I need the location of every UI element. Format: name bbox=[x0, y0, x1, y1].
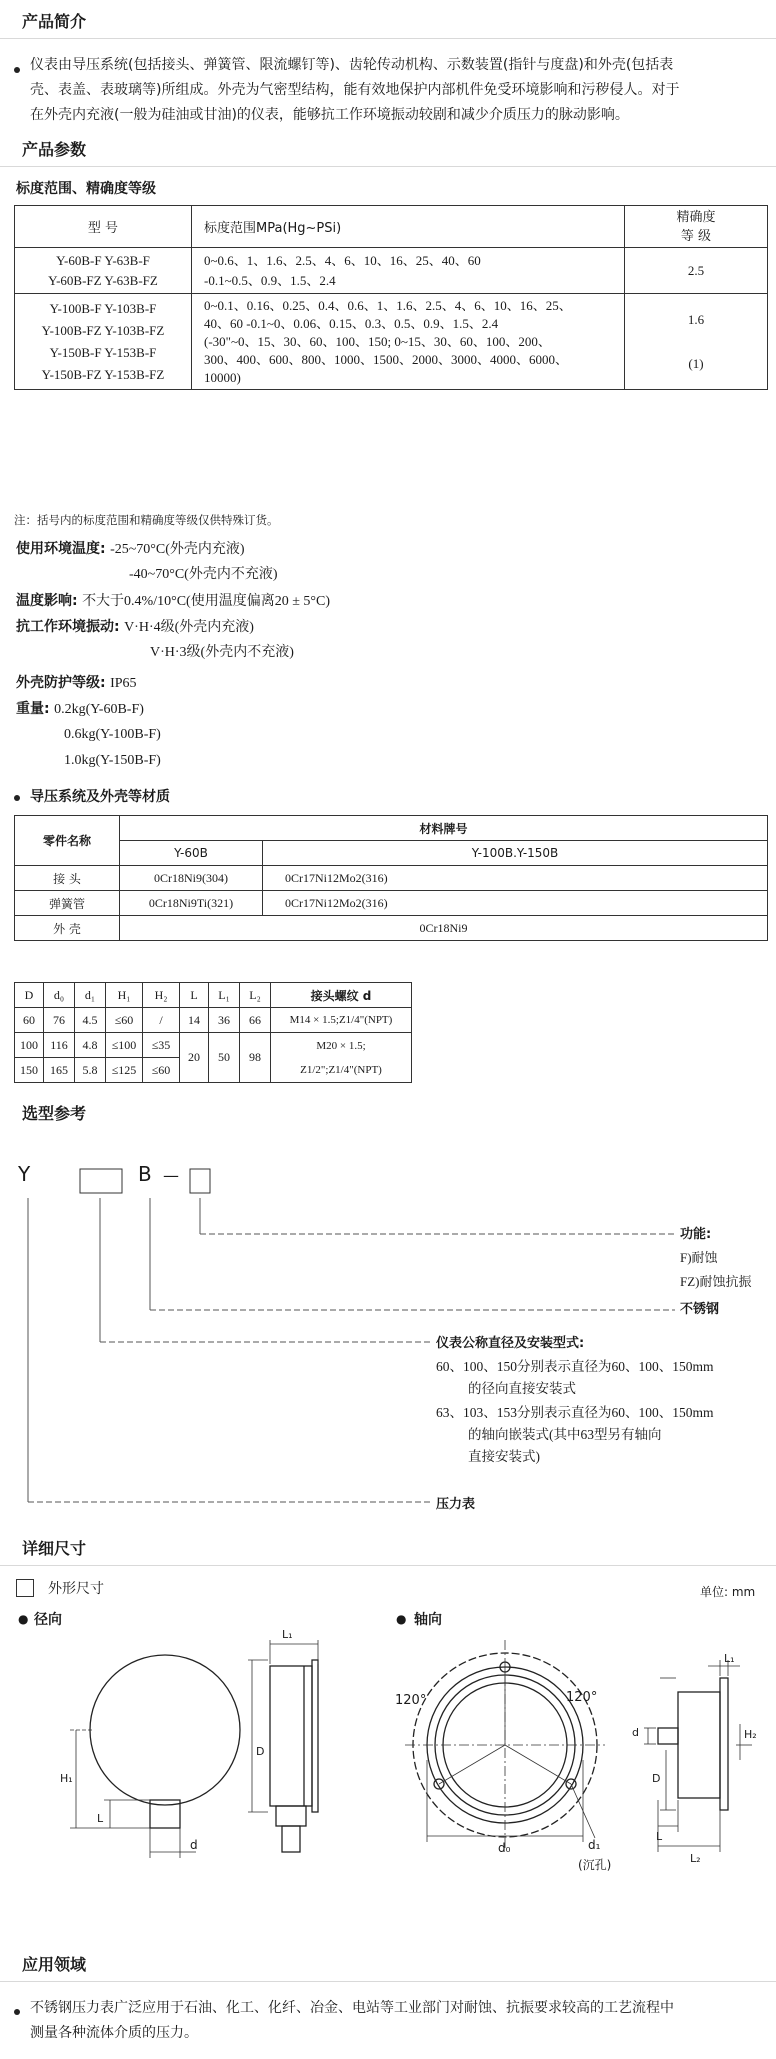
dim-label-hole: (沉孔) bbox=[578, 1858, 612, 1872]
outline-label: 外形尺寸 bbox=[48, 1581, 104, 1597]
dim-header: L₁ bbox=[209, 983, 240, 1008]
bullet-icon bbox=[14, 67, 20, 73]
dim-header: D bbox=[15, 983, 44, 1008]
dim-cell: 76 bbox=[44, 1008, 75, 1033]
dim-label-H1: H₁ bbox=[60, 1772, 73, 1785]
install-title: 仪表公称直径及安装型式: bbox=[436, 1336, 585, 1351]
dim-cell: ≤60 bbox=[143, 1058, 180, 1083]
dim-label-L: L bbox=[97, 1812, 104, 1825]
selection-b: B bbox=[138, 1162, 152, 1186]
selection-diagram bbox=[0, 1160, 776, 1540]
dim-cell: ≤125 bbox=[106, 1058, 143, 1083]
dim-label-H2: H₂ bbox=[744, 1728, 757, 1741]
axial-label: 轴向 bbox=[414, 1612, 442, 1628]
dim-cell-thread: M20 × 1.5; Z1/2";Z1/4"(NPT) bbox=[271, 1033, 412, 1083]
dim-label-L2: L₂ bbox=[690, 1852, 701, 1865]
unit-label: 单位: mm bbox=[700, 1585, 756, 1599]
spec-vibration: 抗工作环境振动: V·H·4级(外壳内充液) bbox=[16, 619, 254, 635]
header-range: 标度范围MPa(Hg~PSi) bbox=[192, 206, 625, 248]
dot-icon: ● bbox=[396, 1612, 407, 1626]
material-table bbox=[14, 815, 768, 941]
function-fz: FZ)耐蚀抗振 bbox=[680, 1274, 752, 1289]
dim-cell: 14 bbox=[180, 1008, 209, 1033]
spec-temp: 使用环境温度: -25~70°C(外壳内充液) bbox=[16, 541, 245, 557]
dim-cell: 4.5 bbox=[75, 1008, 106, 1033]
dim-label-d: d bbox=[190, 1838, 198, 1852]
dim-header: H₁ bbox=[106, 983, 143, 1008]
install-line: 的径向直接安装式 bbox=[468, 1381, 576, 1396]
function-f: F)耐蚀 bbox=[680, 1250, 718, 1265]
install-line: 63、103、153分别表示直径为60、100、150mm bbox=[436, 1405, 714, 1420]
spec-weight: 重量: 0.2kg(Y-60B-F) bbox=[16, 701, 144, 717]
section-title: 产品参数 bbox=[22, 140, 87, 159]
dim-cell: 116 bbox=[44, 1033, 75, 1058]
intro-line: 壳、表盖、表玻璃等)所组成。外壳为气密型结构，能有效地保护内部机件免受环境影响和污秽侵人。对于 bbox=[30, 82, 680, 98]
dim-cell: 50 bbox=[209, 1033, 240, 1083]
spec-weight-2: 0.6kg(Y-100B-F) bbox=[64, 727, 161, 742]
dim-cell: 150 bbox=[15, 1058, 44, 1083]
group2-models: Y-100B-F Y-103B-F Y-100B-FZ Y-103B-FZ Y-150B-F Y-153B-F Y-150B-FZ Y-153B-FZ bbox=[15, 294, 192, 390]
dim-cell: 165 bbox=[44, 1058, 75, 1083]
material-cell: 0Cr18Ni9Ti(321) bbox=[120, 891, 263, 916]
dim-header: L bbox=[180, 983, 209, 1008]
dim-header: H₂ bbox=[143, 983, 180, 1008]
dim-cell: 98 bbox=[240, 1033, 271, 1083]
install-line: 的轴向嵌装式(其中63型另有轴向 bbox=[468, 1427, 662, 1442]
dim-cell: 100 bbox=[15, 1033, 44, 1058]
section-title: 详细尺寸 bbox=[22, 1539, 87, 1558]
section-selection-header bbox=[0, 1095, 776, 1133]
range-title: 标度范围、精确度等级 bbox=[16, 181, 156, 197]
section-title: 选型参考 bbox=[22, 1104, 87, 1123]
section-title: 应用领域 bbox=[22, 1955, 87, 1974]
part-cell: 接 头 bbox=[15, 866, 120, 891]
intro-line: 仪表由导压系统(包括接头、弹簧管、限流螺钉等)、齿轮传动机构、示数装置(指针与度盘)和外壳(包括表 bbox=[30, 57, 674, 73]
spec-vibration-2: V·H·3级(外壳内不充液) bbox=[150, 645, 294, 660]
material-cell: 0Cr17Ni12Mo2(316) bbox=[263, 866, 768, 891]
radial-drawing bbox=[0, 1620, 380, 1930]
selection-dash: — bbox=[163, 1166, 179, 1185]
pressure-gauge-label: 压力表 bbox=[436, 1497, 476, 1512]
dim-label-D-axial: D bbox=[652, 1772, 661, 1785]
header-material-grade: 材料牌号 bbox=[120, 816, 768, 841]
dim-header: d₁ bbox=[75, 983, 106, 1008]
dim-cell: 20 bbox=[180, 1033, 209, 1083]
stainless-label: 不锈钢 bbox=[680, 1302, 720, 1317]
radial-label: 径向 bbox=[34, 1612, 62, 1628]
material-cell: 0Cr17Ni12Mo2(316) bbox=[263, 891, 768, 916]
application-paragraph bbox=[30, 1996, 770, 2046]
intro-line: 在外壳内充液(一般为硅油或甘油)的仪表，能够抗工作环境振动较剧和减少介质压力的脉动影响。 bbox=[30, 107, 629, 123]
dim-label-L1: L₁ bbox=[282, 1628, 293, 1641]
group2-ranges: 0~0.1、0.16、0.25、0.4、0.6、1、1.6、2.5、4、6、10、16、25、 40、60 -0.1~0、0.06、0.15、0.3、0.5、0.9、1.5、2.4 (-30"~0、15、30、60、100、150; 0~15、30、60、100、200、 300、400、600、800、1000、1500、2000、3000、4000、6000、 10000) bbox=[192, 294, 625, 390]
dim-cell: 66 bbox=[240, 1008, 271, 1033]
header-col-a: Y-60B bbox=[120, 841, 263, 866]
selection-y: Y bbox=[18, 1162, 31, 1186]
dot-icon: ● bbox=[18, 1612, 29, 1626]
header-col-b: Y-100B.Y-150B bbox=[263, 841, 768, 866]
group1-accuracy: 2.5 bbox=[625, 248, 768, 294]
dim-label-d1: d₁ bbox=[588, 1838, 601, 1852]
spec-protection: 外壳防护等级: IP65 bbox=[16, 675, 137, 691]
dim-label-L-axial: L bbox=[656, 1830, 663, 1843]
range-table bbox=[14, 205, 768, 390]
material-title: 导压系统及外壳等材质 bbox=[30, 789, 170, 805]
dim-cell: 4.8 bbox=[75, 1033, 106, 1058]
dim-cell: 60 bbox=[15, 1008, 44, 1033]
bullet-icon bbox=[14, 2009, 20, 2015]
dim-cell: M14 × 1.5;Z1/4"(NPT) bbox=[271, 1008, 412, 1033]
spec-temp-effect: 温度影响: 不大于0.4%/10°C(使用温度偏离20 ± 5°C) bbox=[16, 593, 330, 609]
dimension-table bbox=[14, 982, 768, 1083]
intro-paragraph bbox=[30, 53, 770, 128]
dim-label-d-axial: d bbox=[632, 1726, 639, 1739]
material-cell: 0Cr18Ni9 bbox=[120, 916, 768, 941]
spec-temp-2: -40~70°C(外壳内不充液) bbox=[129, 567, 278, 582]
spec-weight-3: 1.0kg(Y-150B-F) bbox=[64, 753, 161, 768]
dim-cell: / bbox=[143, 1008, 180, 1033]
header-accuracy: 精确度 等 级 bbox=[625, 206, 768, 248]
dim-label-D: D bbox=[256, 1745, 265, 1758]
part-cell: 弹簧管 bbox=[15, 891, 120, 916]
dim-cell: ≤35 bbox=[143, 1033, 180, 1058]
group2-accuracy: 1.6 (1) bbox=[625, 294, 768, 390]
dim-cell: ≤60 bbox=[106, 1008, 143, 1033]
install-line: 60、100、150分别表示直径为60、100、150mm bbox=[436, 1359, 714, 1374]
dim-label-L1-axial: L₁ bbox=[724, 1652, 735, 1665]
dim-cell: 36 bbox=[209, 1008, 240, 1033]
dim-label-120b: 120° bbox=[566, 1690, 598, 1705]
section-dimensions-header bbox=[0, 1527, 776, 1566]
section-intro-header bbox=[0, 0, 776, 39]
dim-header: d₀ bbox=[44, 983, 75, 1008]
group1-models: Y-60B-F Y-63B-F Y-60B-FZ Y-63B-FZ bbox=[15, 248, 192, 294]
section-application-header bbox=[0, 1943, 776, 1982]
dim-label-120a: 120° bbox=[395, 1693, 427, 1708]
group1-ranges: 0~0.6、1、1.6、2.5、4、6、10、16、25、40、60 -0.1~0.5、0.9、1.5、2.4 bbox=[192, 248, 625, 294]
dim-label-d0: d₀ bbox=[498, 1841, 511, 1855]
section-title: 产品简介 bbox=[22, 12, 87, 31]
dim-header: L₂ bbox=[240, 983, 271, 1008]
function-title: 功能: bbox=[680, 1227, 712, 1242]
application-line: 不锈钢压力表广泛应用于石油、化工、化纤、冶金、电站等工业部门对耐蚀、抗振要求较高的工艺流程中 bbox=[30, 2000, 674, 2016]
dim-cell: ≤100 bbox=[106, 1033, 143, 1058]
part-cell: 外 壳 bbox=[15, 916, 120, 941]
range-note: 注：括号内的标度范围和精确度等级仅供特殊订货。 bbox=[14, 513, 279, 527]
install-line: 直接安装式) bbox=[468, 1449, 540, 1464]
material-cell: 0Cr18Ni9(304) bbox=[120, 866, 263, 891]
header-part-name: 零件名称 bbox=[15, 816, 120, 866]
axial-drawing bbox=[380, 1620, 776, 1930]
application-line: 测量各种流体介质的压力。 bbox=[30, 2025, 198, 2041]
dim-header: 接头螺纹 d bbox=[271, 983, 412, 1008]
bullet-icon bbox=[14, 795, 20, 801]
checkbox-icon bbox=[16, 1579, 34, 1597]
header-model: 型 号 bbox=[15, 206, 192, 248]
section-params-header bbox=[0, 128, 776, 167]
dim-cell: 5.8 bbox=[75, 1058, 106, 1083]
